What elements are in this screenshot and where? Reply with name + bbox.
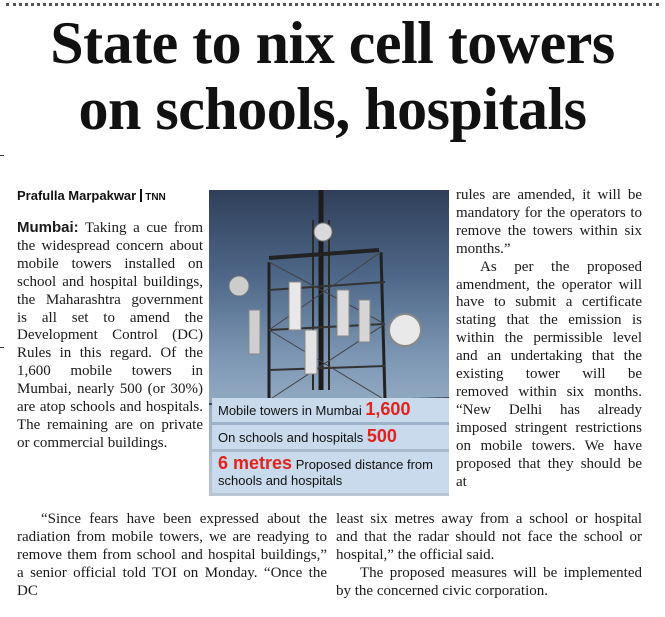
- article-paragraph: As per the proposed amendment, the operator will have to submit a certificate stating that the emission is within the permissible level and an undertaking that the existing tower will be removed within six months. “New Delhi has already imposed stringent restrictions on mobile towers. We have proposed that they should be at: [456, 258, 642, 490]
- byline: [17, 188, 166, 203]
- article-paragraph: rules are amended, it will be mandatory for the operators to remove the towers within six months.”: [456, 187, 642, 257]
- article-column-3: [456, 187, 642, 491]
- fact-value: 1,600: [365, 399, 411, 419]
- article-paragraph: Mumbai: Taking a cue from the widespread concern about mobile towers installed on school and hospital buildings, the Maharashtra government is all set to amend the Development Control (DC) Rules in this regard. Of the 1,600 mobile towers in Mumbai, nearly 500 (or 30%) are atop schools and hospitals. The remaining are on private or commercial buildings.: [17, 219, 203, 451]
- headline-line-1: State to nix cell towers: [50, 10, 615, 76]
- article-paragraph: The proposed measures will be implemented by the concerned civic corporation.: [336, 564, 642, 599]
- margin-tick: [0, 155, 4, 156]
- agency-name: TNN: [145, 192, 166, 203]
- fact-value: 6 metres: [218, 453, 293, 473]
- article-bottom-right: [336, 511, 642, 601]
- byline-divider: [140, 189, 142, 202]
- top-dotted-rule: [6, 3, 659, 6]
- headline-line-2: on schools, hospitals: [78, 76, 587, 142]
- fact-mobile-towers: [212, 398, 449, 422]
- author-name: Prafulla Marpakwar: [17, 188, 137, 203]
- fact-label: Proposed distance from schools and hospitals: [218, 457, 433, 488]
- fact-box: [212, 398, 449, 496]
- fact-value: 500: [366, 426, 397, 446]
- article-paragraph: “Since fears have been expressed about the radiation from mobile towers, we are readying to remove them from school and hospital buildings,” a senior official told TOI on Monday. “Once the DC: [17, 511, 327, 599]
- article-column-1: [17, 219, 203, 453]
- fact-label: On schools and hospitals: [218, 430, 364, 445]
- dateline: Mumbai:: [17, 219, 79, 236]
- article-paragraph: least six metres away from a school or hospital and that the radar should not face the school or hospital,” the official said.: [336, 511, 642, 563]
- fact-schools-hospitals: [212, 425, 449, 449]
- margin-tick: [0, 347, 4, 348]
- article-bottom-left: [17, 511, 327, 601]
- fact-label: Mobile towers in Mumbai: [218, 403, 362, 418]
- headline: [0, 10, 665, 142]
- fact-distance: [212, 452, 449, 493]
